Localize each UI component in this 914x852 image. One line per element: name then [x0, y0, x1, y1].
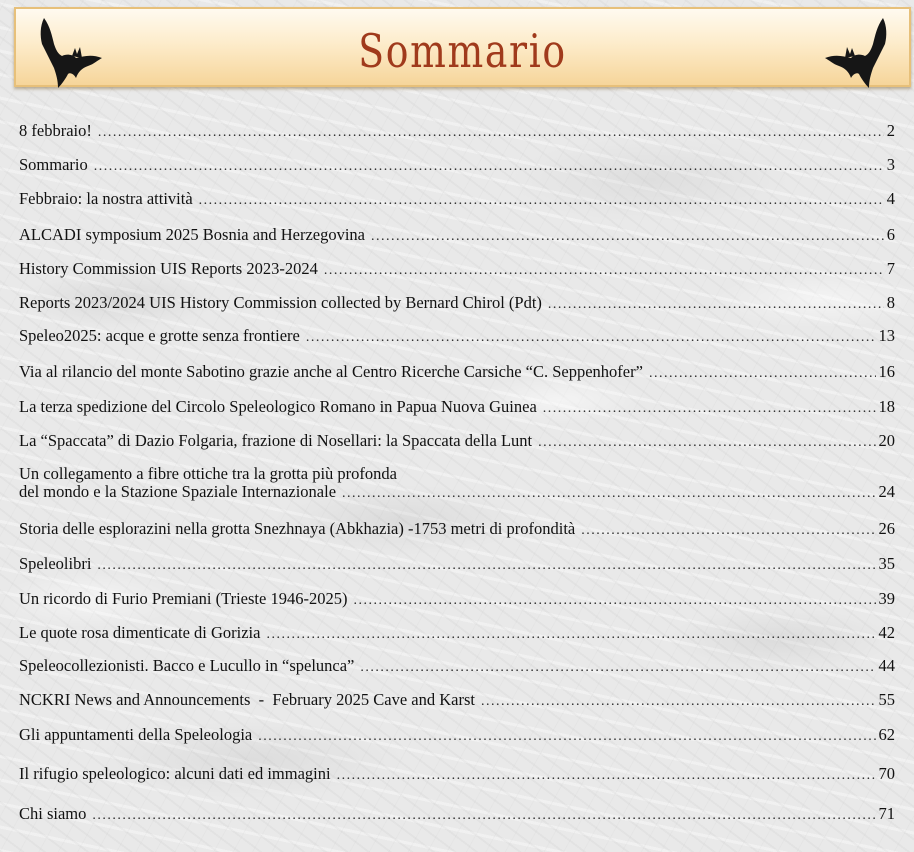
dot-leader — [481, 692, 876, 711]
toc-entry[interactable] — [19, 431, 895, 452]
toc-page-number: 44 — [878, 656, 895, 675]
toc-page-number: 7 — [886, 259, 895, 278]
dot-leader — [342, 485, 875, 503]
toc-page-number: 18 — [878, 397, 895, 416]
toc-entry[interactable] — [19, 326, 895, 347]
toc-page-number: 6 — [886, 225, 895, 244]
dot-leader — [306, 328, 876, 347]
dot-leader — [371, 227, 884, 246]
toc-title: Speleocollezionisti. Bacco e Lucullo in “spelunca” — [19, 656, 355, 675]
dot-leader — [199, 191, 884, 210]
toc-title: Speleo2025: acque e grotte senza frontiere — [19, 326, 300, 345]
dot-leader — [543, 399, 876, 418]
toc-title: del mondo e la Stazione Spaziale Internazionale — [19, 482, 337, 501]
toc-title: Reports 2023/2024 UIS History Commission collected by Bernard Chirol (Pdt) — [19, 293, 542, 312]
toc-page-number: 8 — [886, 293, 895, 312]
toc-page-number: 16 — [878, 362, 895, 381]
toc-title: NCKRI News and Announcements - February 2025 Cave and Karst — [19, 690, 475, 709]
toc-title: Un ricordo di Furio Premiani (Trieste 1946-2025) — [19, 589, 348, 608]
toc-title: Speleolibri — [19, 554, 92, 573]
dot-leader — [98, 123, 884, 142]
toc-entry[interactable] — [19, 362, 895, 383]
dot-leader — [538, 433, 875, 452]
dot-leader — [324, 261, 884, 280]
toc-title: History Commission UIS Reports 2023-2024 — [19, 259, 318, 278]
toc-title: Storia delle esplorazini nella grotta Snezhnaya (Abkhazia) -1753 metri di profondità — [19, 519, 576, 538]
toc-title: La terza spedizione del Circolo Speleologico Romano in Papua Nuova Guinea — [19, 397, 537, 416]
toc-page-number: 24 — [878, 482, 895, 501]
toc-entry[interactable] — [19, 293, 895, 314]
toc-entry[interactable] — [19, 465, 895, 503]
toc-page-number: 4 — [886, 189, 895, 208]
dot-leader — [258, 727, 875, 746]
toc-entry[interactable] — [19, 690, 895, 711]
toc-entry[interactable] — [19, 656, 895, 677]
toc-title: Gli appuntamenti della Speleologia — [19, 725, 253, 744]
toc-title: Le quote rosa dimenticate di Gorizia — [19, 623, 261, 642]
toc-page-number: 42 — [878, 623, 895, 642]
toc-title: La “Spaccata” di Dazio Folgaria, frazione di Nosellari: la Spaccata della Lunt — [19, 431, 533, 450]
toc-entry[interactable] — [19, 189, 895, 210]
toc-page-number: 26 — [878, 519, 895, 538]
toc-page-number: 39 — [878, 589, 895, 608]
toc-entry[interactable] — [19, 225, 895, 246]
toc-title: Chi siamo — [19, 804, 87, 823]
dot-leader — [360, 658, 875, 677]
toc-entry[interactable] — [19, 804, 895, 825]
toc-title: 8 febbraio! — [19, 121, 92, 140]
page-title: Sommario — [358, 24, 567, 78]
dot-leader — [548, 295, 884, 314]
toc-title: Via al rilancio del monte Sabotino grazie anche al Centro Ricerche Carsiche “C. Seppenhofer” — [19, 362, 643, 381]
dot-leader — [266, 625, 875, 644]
toc-title: Il rifugio speleologico: alcuni dati ed immagini — [19, 764, 331, 783]
dot-leader — [649, 364, 876, 383]
dot-leader — [94, 157, 884, 176]
toc-entry[interactable] — [19, 397, 895, 418]
dot-leader — [97, 556, 875, 575]
toc-title-line1: Un collegamento a fibre ottiche tra la grotta più profonda — [19, 464, 397, 483]
toc-title: Febbraio: la nostra attività — [19, 189, 193, 208]
toc-title: ALCADI symposium 2025 Bosnia and Herzegovina — [19, 225, 365, 244]
toc-page-number: 71 — [878, 804, 895, 823]
toc-page-number: 13 — [878, 326, 895, 345]
toc-entry[interactable] — [19, 623, 895, 644]
toc-entry[interactable] — [19, 554, 895, 575]
dot-leader — [337, 766, 876, 785]
dot-leader — [581, 521, 875, 540]
toc-page-number: 35 — [878, 554, 895, 573]
toc-title: Sommario — [19, 155, 88, 174]
toc-page-number: 55 — [878, 690, 895, 709]
dot-leader — [353, 591, 875, 610]
toc-page-number: 2 — [886, 121, 895, 140]
toc-entry[interactable] — [19, 519, 895, 540]
toc-entry[interactable] — [19, 764, 895, 785]
toc-entry[interactable] — [19, 155, 895, 176]
toc-entry[interactable] — [19, 121, 895, 142]
toc-page-number: 3 — [886, 155, 895, 174]
toc-entry[interactable] — [19, 589, 895, 610]
toc-page-number: 62 — [878, 725, 895, 744]
toc-page-number: 70 — [878, 764, 895, 783]
dot-leader — [92, 806, 875, 825]
toc-entry[interactable] — [19, 725, 895, 746]
toc-page-number: 20 — [878, 431, 895, 450]
toc-entry[interactable] — [19, 259, 895, 280]
